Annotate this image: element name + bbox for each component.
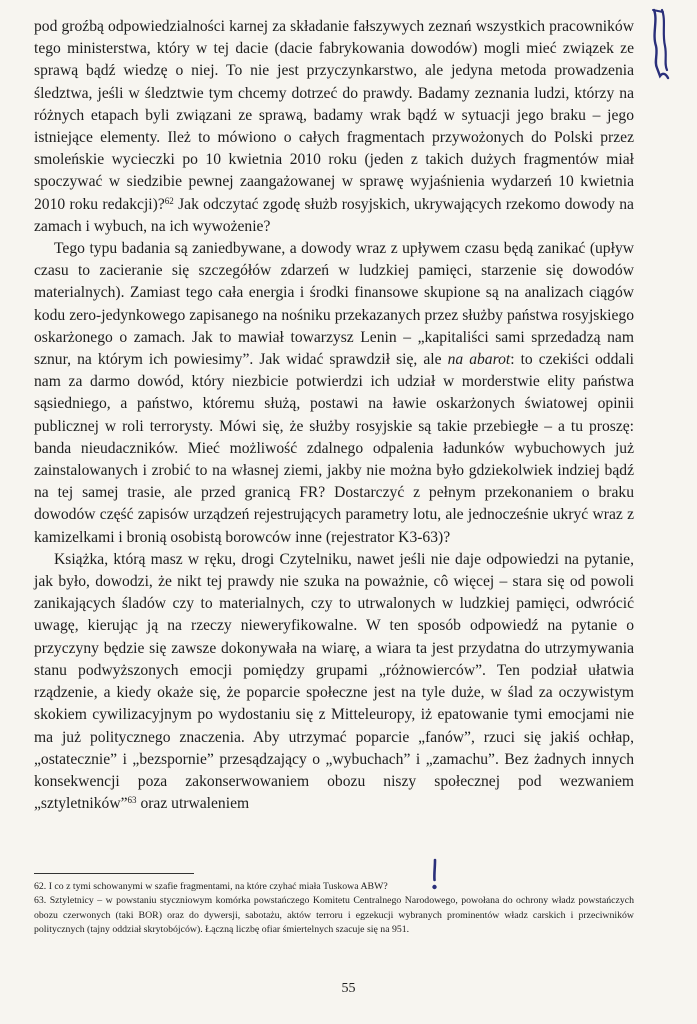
paragraph-1: pod groźbą odpowiedzialności karnej za składanie fałszywych zeznań wszystkich pracowników tego ministerstwa, który w tej dacie (dacie fabrykowania dowodów) mogli mieć związek ze sprawą bądź wiedzę o niej. To nie jest przyczynkarstwo, ale jedyna metoda prowadzenia śledztwa, jeśli w śledztwie tym chcemy dotrzeć do prawdy. Badamy zeznania ludzi, którzy na różnych etapach byli związani ze sprawą, badamy wrak bądź w sytuacji jego braku – jego istniejące elementy. Ileż to mówiono o całych fragmentach przywożonych do Polski przez smoleńskie wycieczki po 10 kwietnia 2010 roku (jeden z takich dużych fragmentów miał spoczywać w siedzibie pewnej zaangażowanej w sprawę wyjaśnienia wydarzeń 10 kwietnia 2010 roku redakcji)?$^{62}$ Jak odczytać zgodę służb rosyjskich, ukrywających rzekomo dowody na zamach i wybuch, na ich wywożenie? bbox=[34, 18, 634, 235]
handwritten-exclamation-icon bbox=[428, 858, 442, 892]
footnote-ref-63: 63 bbox=[127, 795, 137, 806]
paragraph-2: Tego typu badania są zaniedbywane, a dowody wraz z upływem czasu będą zanikać (upływ czasu to zacieranie się szczegółów zdarzeń w ludzkiej pamięci, starzenie się dowodów materialnych). Zamiast tego cała energia i środki finansowe skupione są na analizach ciągów kodu zero-jedynkowego zapisanego na nośniku przekazanych przez służby państwa rosyjskiego oskarżonego o zamach. Jak to mawiał towarzysz Lenin – „kapitaliści sami sprzedadzą nam sznur, na którym ich powiesimy”. Jak widać sprawdził się, ale na abarot: to czekiści oddali nam za darmo dowód, który niezbicie potwierdzi ich udział w morderstwie elity państwa sąsiedniego, a państwo, któremu służą, postawi na ławie oskarżonych światowej opinii publicznej w roli terrorysty. Mówi się, że służby rosyjskie są takie przebiegłe – a tu proszę: banda nieudaczników. Mieć możliwość zdalnego odpalenia ładunków wybuchowych już zainstalowanych i zrobić to na własnej ziemi, jakby nie można było gdziekolwiek indziej bądź na tej samej trasie, ale przed granicą FR? Dostarczyć z pełnym przekonaniem o braku dowodów część zapisów urządzeń rejestrujących parametry lotu, ale jednocześnie ukryć wraz z kamizelkami i bronią osobistą borowców inne (rejestrator K3-63)? bbox=[34, 240, 634, 546]
footnote-separator bbox=[34, 873, 194, 874]
paragraph-3: Książka, którą masz w ręku, drogi Czytelniku, nawet jeśli nie daje odpowiedzi na pytanie, jak było, dowodzi, że nikt tej prawdy nie szuka na poważnie, cô więcej – stara się od powoli zanikających śladów czy to materialnych, czy to utrwalonych w ludzkiej pamięci, odwrócić uwagę, kierując ją na rzeczy nieweryfikowalne. W ten sposób odpowiedź na pytanie o przyczyny będzie się zawsze dokonywała na wiarę, a wiara ta jest przydatna do utrzymywania stanu podwyższonych emocji pomiędzy grupami „różnowierców”. Ten podział ułatwia rządzenie, a kiedy okaże się, że poparcie społeczne jest na tyle duże, w ślad za oczywistym skokiem cywilizacyjnym po wydostaniu się z Mitteleuropy, iż epatowanie tymi emocjami nie ma już politycznego znaczenia. Aby utrzymać poparcie „fanów”, rzuci się jakiś ochłap, „ostatecznie” i „bezspornie” przesądzający o „wybuchach” i „zamachu”. Bez żadnych innych konsekwencji poza zakonserwowaniem obozu niszy społecznej pod wezwaniem „sztyletników”$^{63}$ oraz utrwaleniem bbox=[34, 550, 634, 813]
footnotes bbox=[34, 880, 634, 937]
handwritten-bracket-icon bbox=[648, 6, 674, 82]
footnote-ref-62: 62 bbox=[164, 195, 174, 206]
italic-phrase: na abarot bbox=[447, 351, 511, 369]
footnote-62: 62. I co z tymi schowanymi w szafie fragmentami, na które czyhać miała Tuskowa ABW? bbox=[34, 881, 388, 892]
page-number: 55 bbox=[341, 981, 356, 996]
body-text bbox=[34, 16, 634, 815]
footnote-63: 63. Sztyletnicy – w powstaniu styczniowym komórka powstańczego Komitetu Centralnego Narodowego, powołana do ochrony władz powstańczych obozu czerwonych (taki BOR) oraz do dywersji, sabotażu, aktów terroru i egzekucji wybranych prominentów władz carskich i przeciwników politycznych (tajny oddział skrytobójców). Łączną liczbę ofiar śmiertelnych szacuje się na 951. bbox=[34, 895, 634, 935]
